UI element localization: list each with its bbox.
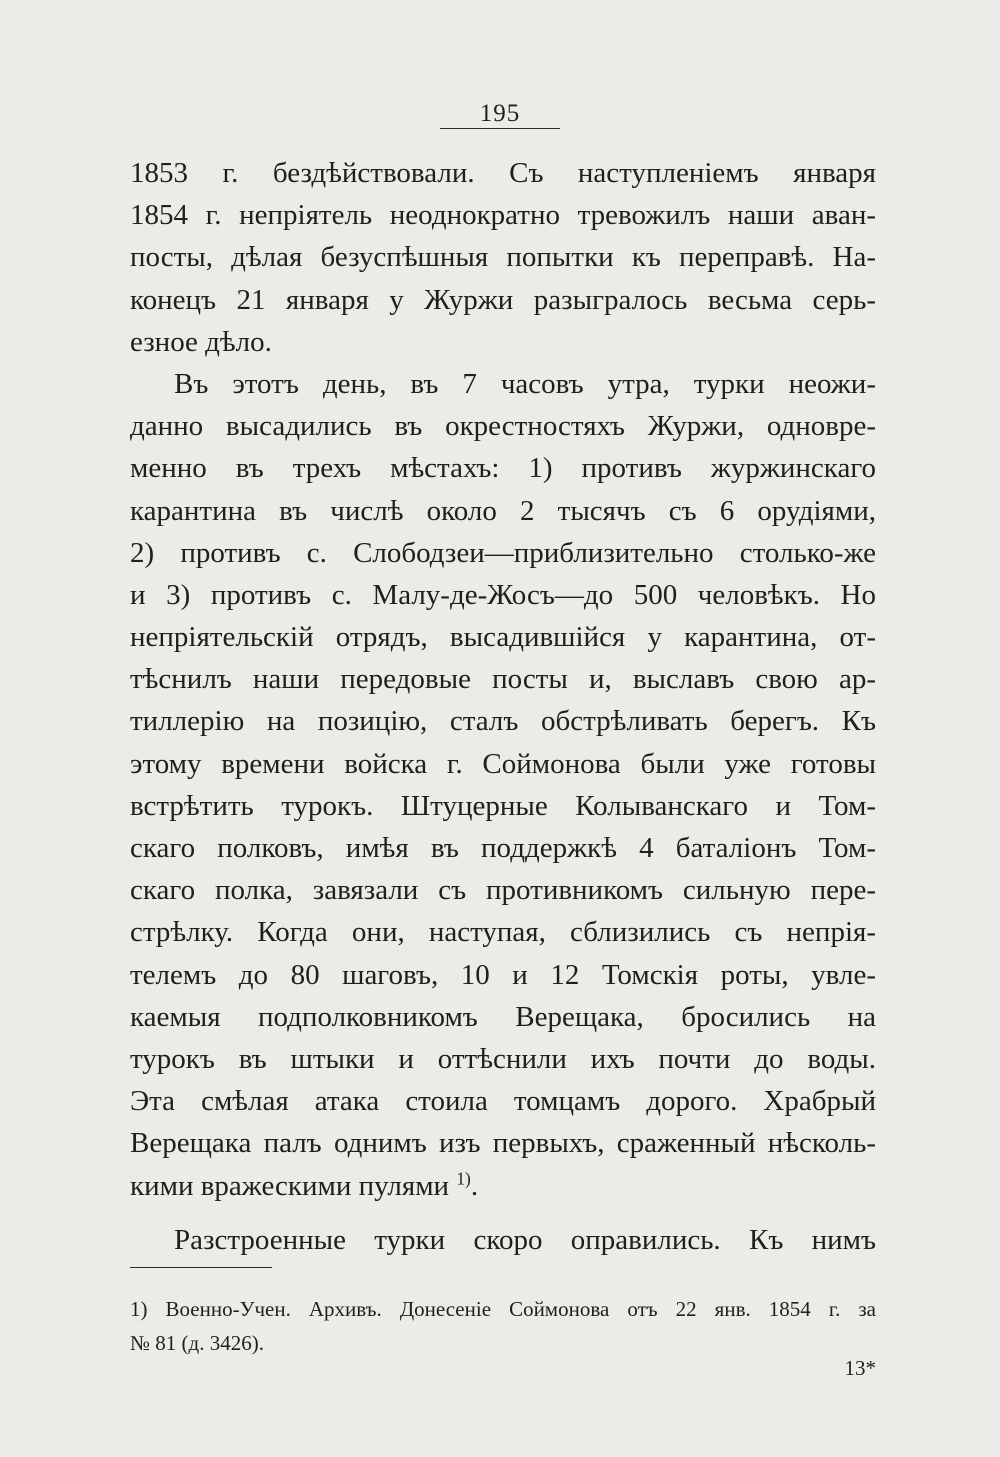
text-line: Въ этотъ день, въ 7 часовъ утра, турки неожи-	[174, 367, 876, 400]
footnote-line: № 81 (д. 3426).	[130, 1331, 264, 1355]
footnote-rule	[130, 1267, 272, 1268]
page-number-rule	[440, 128, 560, 129]
text-line: менно въ трехъ мѣстахъ: 1) противъ журжинскаго	[130, 452, 876, 485]
text-line: 2) противъ с. Слободзеи—приблизительно столько-же	[130, 536, 876, 569]
text-line: карантина въ числѣ около 2 тысячъ съ 6 орудіями,	[130, 494, 876, 527]
body-text	[130, 152, 876, 1261]
text-line: 1853 г. бездѣйствовали. Съ наступленіемъ января	[130, 157, 876, 189]
text-line: и 3) противъ с. Малу-де-Жосъ—до 500 человѣкъ. Но	[130, 578, 876, 611]
text-line: телемъ до 80 шаговъ, 10 и 12 Томскія роты, увле-	[130, 958, 876, 991]
text-line: встрѣтить турокъ. Штуцерные Колыванскаго и Том-	[130, 789, 876, 822]
text-line: каемыя подполковникомъ Верещака, бросились на	[130, 1000, 876, 1033]
text-line: скаго полка, завязали съ противникомъ сильную пере-	[130, 874, 876, 907]
text-line: тѣснилъ наши передовые посты и, выславъ свою ар-	[130, 663, 876, 696]
text-line: непріятельскій отрядъ, высадившійся у карантина, от-	[130, 621, 876, 654]
footnote-reference: 1)	[456, 1167, 471, 1188]
text-line-with-footnote-ref	[130, 1165, 876, 1207]
text-line: скаго полковъ, имѣя въ поддержкѣ 4 баталіонъ Том-	[130, 832, 876, 864]
page-number: 195	[479, 100, 521, 127]
text-line: Разстроенные турки скоро оправились. Къ нимъ	[174, 1223, 876, 1256]
text-line: стрѣлку. Когда они, наступая, сблизились съ непрія-	[130, 916, 876, 949]
text-line: Эта смѣлая атака стоила томцамъ дорого. Храбрый	[130, 1085, 876, 1118]
text-fragment: .	[470, 1169, 479, 1202]
text-line: конецъ 21 января у Журжи разыгралось весьма серь-	[130, 283, 876, 316]
text-line: турокъ въ штыки и оттѣснили ихъ почти до воды.	[130, 1042, 876, 1075]
text-line: этому времени войска г. Соймонова были уже готовы	[130, 747, 876, 780]
text-line: тиллерію на позицію, сталъ обстрѣливать берегъ. Къ	[130, 705, 876, 738]
text-line: данно высадились въ окрестностяхъ Журжи, одновре-	[130, 410, 876, 443]
text-line: посты, дѣлая безуспѣшныя попытки къ переправѣ. На-	[130, 241, 876, 274]
text-line: Верещака палъ однимъ изъ первыхъ, сраженный нѣсколь-	[130, 1127, 876, 1160]
text-line: езное дѣло.	[130, 325, 272, 358]
footnote-line: 1) Военно-Учен. Архивъ. Донесеніе Соймонова отъ 22 янв. 1854 г. за	[130, 1297, 876, 1321]
paragraph-gap	[130, 1207, 876, 1219]
text-fragment: кими вражескими пулями	[130, 1169, 450, 1202]
text-line: 1854 г. непріятель неоднократно тревожилъ наши аван-	[130, 199, 876, 232]
signature-mark: 13*	[844, 1356, 876, 1380]
footnotes	[130, 1292, 876, 1360]
